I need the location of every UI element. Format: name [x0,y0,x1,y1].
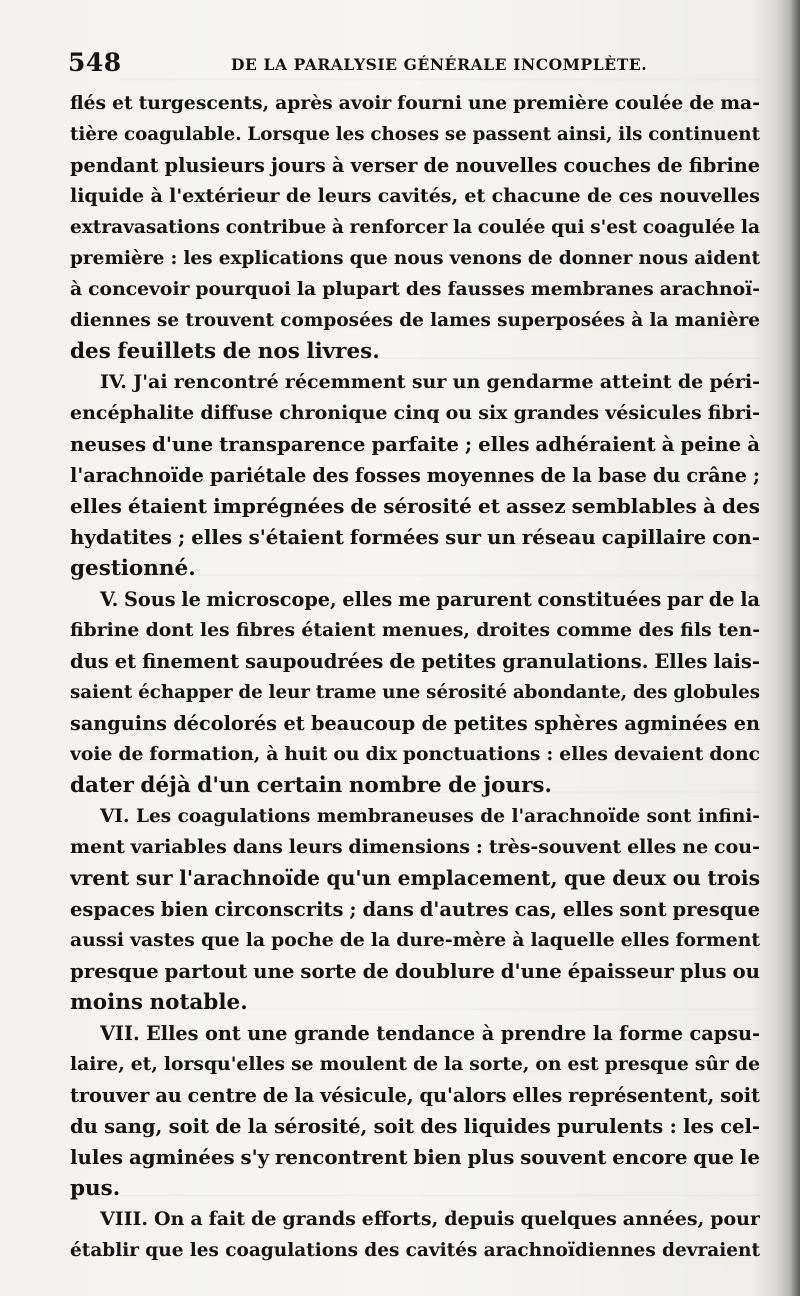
text-line: sanguins décolorés et beaucoup de petites sphères agminées en [70,712,760,735]
text-line: flés et turgescents, après avoir fourni une première coulée de ma- [70,92,760,114]
text-line: lules agminées s'y rencontrent bien plus souvent encore que le [70,1145,760,1169]
text-line: liquide à l'extérieur de leurs cavités, et chacune de ces nouvelles [70,185,760,207]
text-line: diennes se trouvent composées de lames superposées à la manière [70,310,760,331]
body-text [70,88,760,1266]
text-line: VII. Elles ont une grande tendance à prendre la forme capsu- [100,1022,760,1045]
text-line: tière coagulable. Lorsque les choses se passent ainsi, ils continuent [70,124,760,145]
text-line: moins notable. [70,990,248,1015]
text-line: presque partout une sorte de doublure d'une épaisseur plus ou [70,959,760,983]
text-line: dus et finement saupoudrées de petites granulations. Elles lais- [70,650,760,673]
text-line: laire, et, lorsqu'elles se moulent de la sorte, on est presque sûr de [70,1053,760,1075]
text-line: dater déjà d'un certain nombre de jours. [70,773,553,798]
text-line: gestionné. [70,556,196,581]
text-line: neuses d'une transparence parfaite ; elles adhéraient à peine à [70,432,760,456]
text-line: établir que les coagulations des cavités arachnoïdiennes devraient [70,1240,760,1261]
text-line: trouver au centre de la vésicule, qu'alors elles représentent, soit [70,1084,760,1107]
page-number: 548 [68,48,122,77]
text-line: ment variables dans leurs dimensions : très-souvent elles ne cou- [70,836,760,858]
text-line: vrent sur l'arachnoïde qu'un emplacement, que deux ou trois [70,866,760,890]
text-line: fibrine dont les fibres étaient menues, droites comme des fils ten- [70,619,760,641]
text-line: espaces bien circonscrits ; dans d'autres cas, elles sont presque [70,898,760,921]
text-line: encéphalite diffuse chronique cinq ou six grandes vésicules fibri- [70,402,760,424]
text-line: aussi vastes que la poche de la dure-mère à laquelle elles forment [70,929,760,951]
page-edge-shadow [790,0,800,1296]
text-line: elles étaient imprégnées de sérosité et assez semblables à des [70,494,760,518]
text-line: VIII. On a fait de grands efforts, depuis quelques années, pour [100,1208,760,1230]
text-line: V. Sous le microscope, elles me parurent constituées par de la [100,588,760,611]
text-line: IV. J'ai rencontré récemment sur un gendarme atteint de péri- [100,371,760,393]
page-header [68,48,754,80]
text-line: VI. Les coagulations membraneuses de l'arachnoïde sont infini- [100,806,760,827]
text-line: voie de formation, à huit ou dix ponctuations : elles devaient donc [70,743,760,765]
text-line: des feuillets de nos livres. [70,339,380,364]
text-line: hydatites ; elles s'étaient formées sur un réseau capillaire con- [70,525,760,549]
text-line: pus. [70,1176,121,1201]
text-line: saient échapper de leur trame une sérosité abondante, des globules [70,682,760,703]
text-line: l'arachnoïde pariétale des fosses moyennes de la base du crâne ; [70,464,760,487]
text-line: du sang, soit de la sérosité, soit des liquides purulents : les cel- [70,1115,760,1138]
text-line: extravasations contribue à renforcer la coulée qui s'est coagulée la [70,217,760,238]
text-line: première : les explications que nous venons de donner nous aident [70,248,760,269]
text-line: pendant plusieurs jours à verser de nouvelles couches de fibrine [70,154,760,177]
text-line: à concevoir pourquoi la plupart des fausses membranes arachnoï- [70,278,760,300]
running-head: DE LA PARALYSIE GÉNÉRALE INCOMPLÈTE. [231,55,648,74]
